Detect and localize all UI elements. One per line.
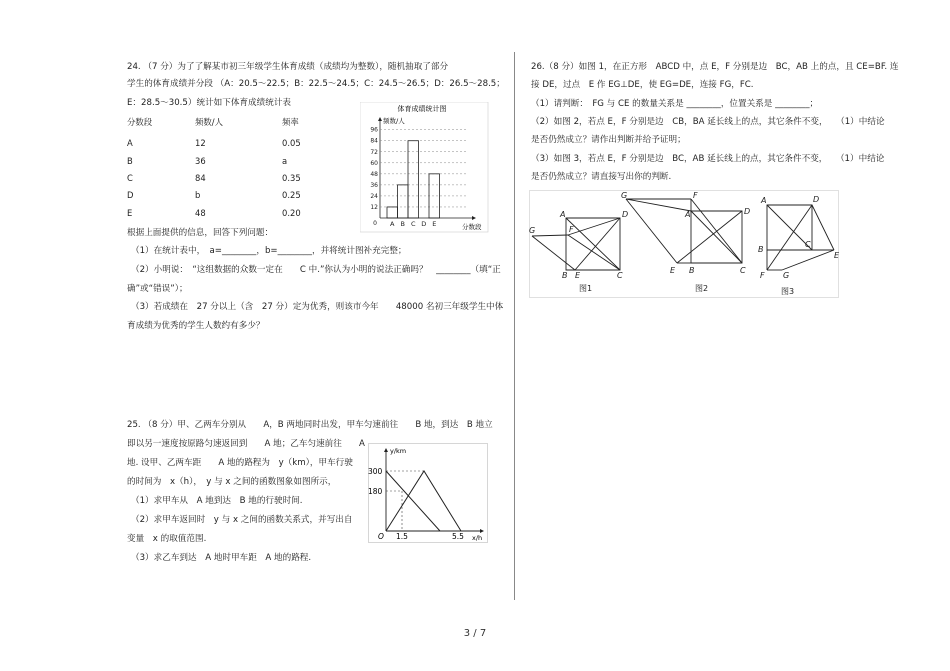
table-cell: 12 bbox=[195, 138, 206, 148]
table-cell: a bbox=[282, 156, 288, 166]
q26-line7: 是否仍然成立？请直接写出你的判断. bbox=[531, 172, 672, 182]
chart-x-tick-label: C bbox=[410, 220, 416, 228]
q26-line1: 26.（8 分）如图 1，在正方形 ABCD 中，点 E，F 分别是边 BC，AB 上的点，且 CE=BF. 连 bbox=[531, 62, 899, 72]
page-indicator: 3 / 7 bbox=[463, 628, 487, 639]
svg-text:D: D bbox=[813, 195, 820, 204]
svg-text:G: G bbox=[529, 226, 536, 235]
table-cell: B bbox=[127, 156, 133, 166]
q26-line3: （1）请判断： FG 与 CE 的数量关系是 ________，位置关系是 ________； bbox=[531, 99, 819, 109]
chart-title: 体育成绩统计图 bbox=[397, 105, 447, 113]
chart-y-tick-label: 72 bbox=[370, 148, 378, 156]
q25-line6: （2）求甲车返回时 y 与 x 之间的函数关系式，并写出自 bbox=[131, 515, 353, 525]
chart-xlabel: 分数段 bbox=[462, 223, 482, 231]
table-header-frequency: 频数/人 bbox=[195, 117, 223, 127]
chart-frame bbox=[360, 102, 488, 232]
chart-x-tick-label: D bbox=[421, 220, 427, 228]
bar-chart bbox=[360, 102, 490, 234]
q24-part2b: 确”或“错误”）； bbox=[127, 284, 188, 294]
svg-text:B: B bbox=[689, 266, 695, 275]
table-cell: 0.25 bbox=[282, 190, 301, 200]
chart-y-tick-label: 12 bbox=[370, 203, 378, 211]
svg-text:F: F bbox=[760, 271, 765, 280]
table-cell: 36 bbox=[195, 156, 206, 166]
chart-ylabel: 频数/人 bbox=[383, 117, 405, 125]
function-graph bbox=[368, 443, 488, 543]
q24-line2: 学生的体育成绩并分段 （A：20.5～22.5；B：22.5～24.5；C：24.5～26.5；D：26.5～28.5； bbox=[127, 79, 505, 89]
table-cell: b bbox=[195, 190, 201, 200]
q24-after: 根据上面提供的信息，回答下列问题： bbox=[127, 228, 274, 238]
graph-ylabel: y/km bbox=[390, 447, 407, 455]
svg-text:A: A bbox=[761, 196, 767, 205]
chart-x-tick-label: E bbox=[432, 220, 437, 228]
table-cell: 0.20 bbox=[282, 208, 301, 218]
q25-line8: （3）求乙车到达 A 地时甲车距 A 地的路程. bbox=[131, 553, 312, 563]
svg-text:G: G bbox=[621, 191, 628, 200]
graph-xtick-1-5: 1.5 bbox=[396, 532, 408, 541]
q25-line7: 变量 x 的取值范围. bbox=[127, 534, 207, 544]
chart-y-tick-label: 96 bbox=[370, 126, 378, 134]
chart-y-tick-label: 60 bbox=[370, 159, 378, 167]
q24-part3a: （3）若成绩在 27 分以上（含 27 分）定为优秀，则该市今年 48000 名初三年级学生中体 bbox=[131, 302, 504, 312]
svg-text:A: A bbox=[560, 210, 566, 219]
figure-2-caption: 图2 bbox=[695, 284, 709, 293]
q26-line4: （2）如图 2，若点 E，F 分别是边 CB，BA 延长线上的点，其它条件不变， （1）中结论 bbox=[531, 117, 885, 127]
q24-part3b: 育成绩为优秀的学生人数约有多少？ bbox=[127, 321, 265, 331]
table-cell: 0.05 bbox=[282, 138, 301, 148]
column-divider bbox=[514, 52, 515, 600]
svg-text:C: C bbox=[740, 266, 746, 275]
svg-text:D: D bbox=[622, 210, 629, 219]
q25-line1: 25. （8 分）甲、乙两车分别从 A，B 两地同时出发，甲车匀速前往 B 地，到达 B 地立 bbox=[127, 420, 493, 430]
svg-text:C: C bbox=[617, 271, 623, 280]
q25-line3: 地. 设甲、乙两车距 A 地的路程为 y（km），甲车行驶 bbox=[127, 458, 353, 468]
chart-y-tick-label: 48 bbox=[370, 170, 378, 178]
graph-xtick-5-5: 5.5 bbox=[452, 532, 464, 541]
svg-text:D: D bbox=[744, 207, 751, 216]
q25-line2: 即以另一速度按原路匀速返回到 A 地；乙车匀速前往 A bbox=[127, 439, 365, 449]
figure-3-caption: 图3 bbox=[781, 287, 795, 296]
graph-ytick-180: 180 bbox=[368, 487, 383, 496]
svg-text:B: B bbox=[758, 245, 764, 254]
chart-x-tick-label: A bbox=[390, 220, 395, 228]
geometry-figures bbox=[529, 190, 839, 298]
chart-y-tick-label: 36 bbox=[370, 181, 378, 189]
graph-origin: O bbox=[378, 532, 384, 541]
q25-line4: 的时间为 x（h）， y 与 x 之间的函数图象如图所示， bbox=[127, 477, 337, 487]
table-cell: A bbox=[127, 138, 133, 148]
graph-xlabel: x/h bbox=[472, 534, 483, 542]
table-header-rate: 频率 bbox=[282, 117, 299, 127]
svg-text:F: F bbox=[569, 225, 574, 234]
table-header-segment: 分数段 bbox=[127, 117, 153, 127]
table-cell: E bbox=[127, 208, 133, 218]
q25-line5: （1）求甲车从 A 地到达 B 地的行驶时间. bbox=[131, 496, 303, 506]
table-cell: D bbox=[127, 190, 134, 200]
svg-text:F: F bbox=[693, 191, 698, 200]
svg-text:G: G bbox=[783, 271, 790, 280]
q24-line1: 24. （7 分）为了了解某市初三年级学生体育成绩（成绩均为整数），随机抽取了部分 bbox=[127, 62, 449, 72]
svg-text:E: E bbox=[575, 271, 581, 280]
svg-text:B: B bbox=[562, 271, 568, 280]
svg-text:E: E bbox=[670, 266, 676, 275]
figure-1-caption: 图1 bbox=[579, 284, 593, 293]
table-cell: 0.35 bbox=[282, 173, 301, 183]
q24-part1: （1）在统计表中， a=________，b=________，并将统计图补充完整； bbox=[131, 246, 407, 256]
chart-origin-label: 0 bbox=[373, 220, 377, 227]
chart-y-tick-label: 24 bbox=[370, 192, 378, 200]
q26-line6: （3）如图 3，若点 E，F 分别是边 BC，AB 延长线上的点，其它条件不变， （1）中结论 bbox=[531, 154, 885, 164]
table-cell: C bbox=[127, 173, 133, 183]
q24-part2a: （2）小明说： “这组数据的众数一定在 C 中.”你认为小明的说法正确吗？ ________（填“正 bbox=[131, 265, 501, 275]
svg-text:A: A bbox=[685, 210, 691, 219]
table-cell: 48 bbox=[195, 208, 206, 218]
figures-frame bbox=[530, 191, 839, 298]
q26-line2: 接 DE，过点 E 作 EG⊥DE，使 EG=DE，连接 FG，FC. bbox=[531, 80, 754, 90]
svg-text:E: E bbox=[834, 251, 839, 260]
chart-x-tick-label: B bbox=[400, 220, 405, 228]
chart-y-tick-label: 84 bbox=[370, 137, 378, 145]
q26-line5: 是否仍然成立？请作出判断并给予证明； bbox=[531, 135, 686, 145]
graph-ytick-300: 300 bbox=[368, 467, 383, 476]
table-cell: 84 bbox=[195, 173, 206, 183]
svg-text:C: C bbox=[805, 240, 811, 249]
q24-line3: E：28.5～30.5）统计如下体育成绩统计表 bbox=[127, 98, 292, 108]
